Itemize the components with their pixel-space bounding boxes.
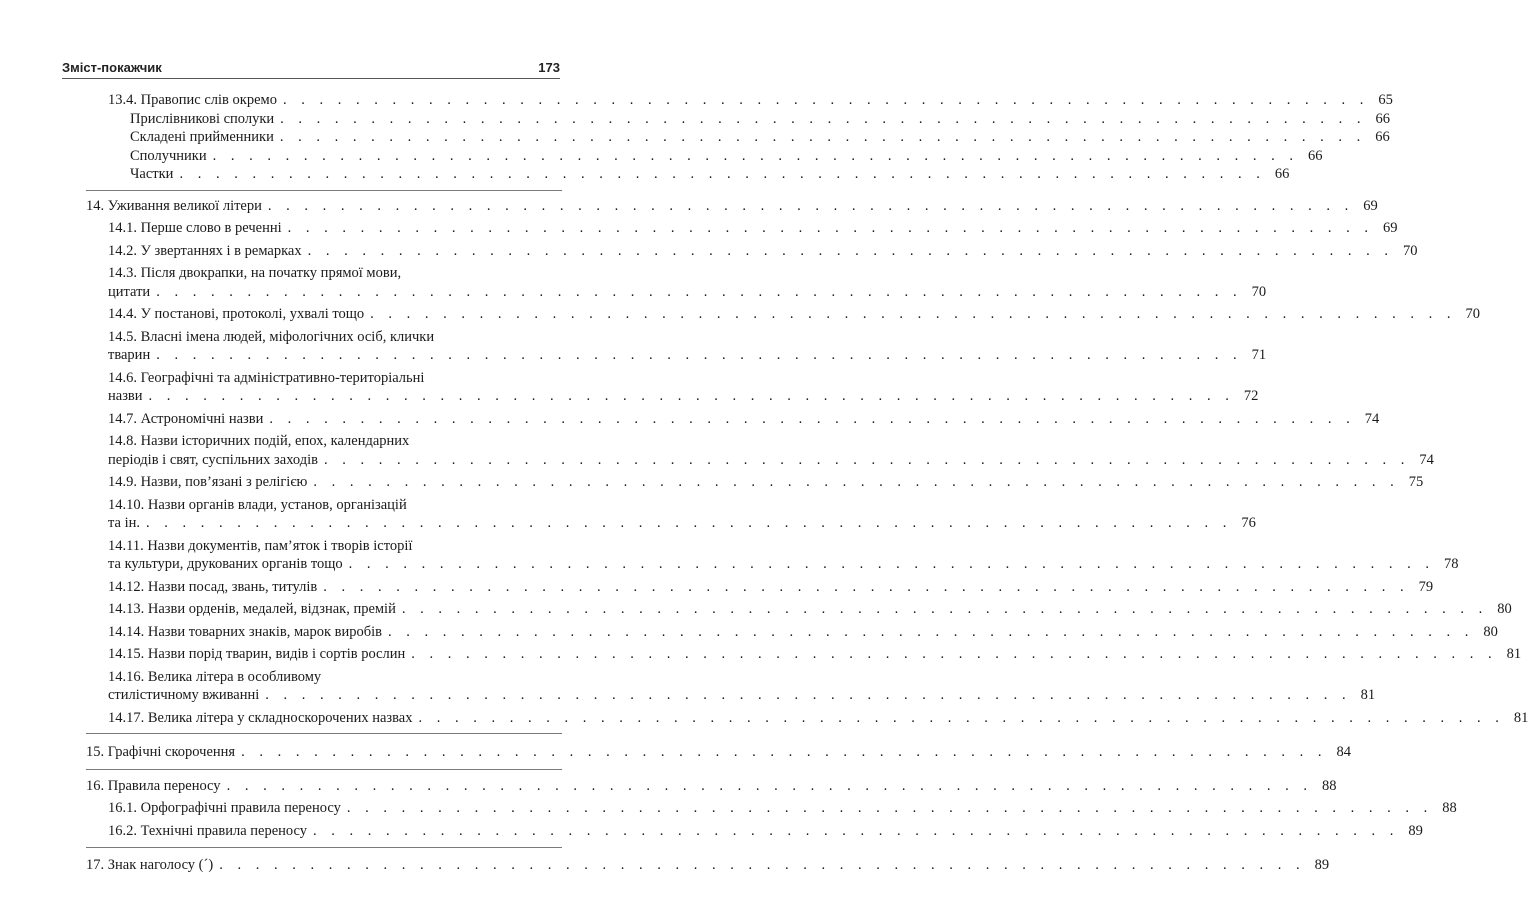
toc-entry-page: 66	[1375, 129, 1390, 145]
toc-entry-page: 66	[1274, 166, 1290, 182]
toc-chapter-entry[interactable]	[86, 743, 1351, 762]
toc-section-14	[86, 191, 1528, 735]
leader-dots: . . . . . . . . . . . . . . . . . . . . . . . . . . . . . . . . . . . . . . . . . . . . . . . . . . . . . . . . . . . .	[411, 646, 1498, 662]
toc-entry-label: 13.4. Правопис слів окремо	[108, 92, 277, 108]
toc-chapter-entry[interactable]	[86, 777, 1337, 796]
leader-dots: . . . . . . . . . . . . . . . . . . . . . . . . . . . . . . . . . . . . . . . . . . . . . . . . . . . . . . . . . . . .	[156, 347, 1243, 363]
toc-entry-label: тварин	[108, 347, 151, 363]
toc-entry[interactable]	[86, 305, 1481, 324]
toc-entry-label-line1: 14.8. Назви історичних подій, епох, календарних	[108, 433, 410, 449]
toc-section-13	[86, 91, 1393, 191]
toc-entry-page: 69	[1363, 197, 1378, 214]
leader-dots: . . . . . . . . . . . . . . . . . . . . . . . . . . . . . . . . . . . . . . . . . . . . . . . . . . . . . . . . . . . .	[279, 129, 1366, 145]
leader-dots: . . . . . . . . . . . . . . . . . . . . . . . . . . . . . . . . . . . . . . . . . . . . . . . . . . . . . . . . . . . .	[307, 242, 1394, 259]
toc-entry-page: 88	[1321, 777, 1337, 794]
toc-entry-label-line1: 14.6. Географічні та адміністративно-територіальні	[108, 369, 425, 386]
toc-entry-page: 70	[1465, 306, 1481, 322]
leader-dots: . . . . . . . . . . . . . . . . . . . . . . . . . . . . . . . . . . . . . . . . . . . . . . . . . . . . . . . . . . . .	[348, 556, 1435, 572]
leader-dots: . . . . . . . . . . . . . . . . . . . . . . . . . . . . . . . . . . . . . . . . . . . . . . . . . . . . . . . . . . . .	[370, 306, 1457, 322]
toc-section-17	[86, 848, 1330, 875]
toc-entry-label: 14.12. Назви посад, звань, титулів	[108, 578, 318, 595]
toc-entry-label: цитати	[108, 283, 151, 300]
leader-dots: . . . . . . . . . . . . . . . . . . . . . . . . . . . . . . . . . . . . . . . . . . . . . . . . . . . . . . . . . . . .	[282, 92, 1369, 108]
toc-entry-label: 14.2. У звертаннях і в ремарках	[108, 242, 302, 259]
toc-section-15	[86, 734, 1351, 770]
leader-dots: . . . . . . . . . . . . . . . . . . . . . . . . . . . . . . . . . . . . . . . . . . . . . . . . . . . . . . . . . . . .	[212, 147, 1299, 164]
leader-dots: . . . . . . . . . . . . . . . . . . . . . . . . . . . . . . . . . . . . . . . . . . . . . . . . . . . . . . . . . . . .	[265, 687, 1352, 703]
toc-entry-label-line1: 14.10. Назви органів влади, установ, організацій	[108, 496, 407, 513]
toc-entry-label: 14.14. Назви товарних знаків, марок виробів	[108, 623, 383, 640]
leader-dots: . . . . . . . . . . . . . . . . . . . . . . . . . . . . . . . . . . . . . . . . . . . . . . . . . . . . . . . . . . . .	[287, 220, 1374, 236]
toc-entry-label: Сполучники	[130, 147, 207, 164]
toc-entry-page: 66	[1375, 110, 1391, 127]
toc-entry-page: 75	[1408, 474, 1424, 490]
toc-entry-page: 74	[1419, 451, 1434, 468]
toc-entry[interactable]	[86, 165, 1290, 184]
toc-entry[interactable]	[86, 91, 1393, 110]
toc-entry[interactable]	[86, 668, 1376, 705]
leader-dots: . . . . . . . . . . . . . . . . . . . . . . . . . . . . . . . . . . . . . . . . . . . . . . . . . . . . . . . . . . . .	[179, 166, 1266, 182]
toc-entry-label: періодів і свят, суспільних заходів	[108, 451, 319, 468]
toc-entry-label: 14.9. Назви, пов’язані з релігією	[108, 474, 308, 490]
toc-entry-label: Прислівникові сполуки	[130, 110, 275, 127]
toc-entry-page: 69	[1383, 220, 1398, 236]
toc-entry-page: 79	[1418, 578, 1434, 595]
toc-entry[interactable]	[86, 110, 1391, 129]
toc-entry-page: 76	[1241, 515, 1256, 531]
toc-entry-label: та культури, друкованих органів тощо	[108, 556, 343, 572]
leader-dots: . . . . . . . . . . . . . . . . . . . . . . . . . . . . . . . . . . . . . . . . . . . . . . . . . . . . . . . . . . . .	[226, 777, 1313, 794]
toc-entry[interactable]	[86, 264, 1267, 301]
leader-dots: . . . . . . . . . . . . . . . . . . . . . . . . . . . . . . . . . . . . . . . . . . . . . . . . . . . . . . . . . . . .	[148, 388, 1235, 404]
running-header	[62, 56, 560, 79]
toc-entry[interactable]	[86, 709, 1528, 728]
leader-dots: . . . . . . . . . . . . . . . . . . . . . . . . . . . . . . . . . . . . . . . . . . . . . . . . . . . . . . . . . . . .	[241, 744, 1327, 760]
toc-entry[interactable]	[86, 369, 1259, 406]
leader-dots: . . . . . . . . . . . . . . . . . . . . . . . . . . . . . . . . . . . . . . . . . . . . . . . . . . . . . . . . . . . .	[346, 800, 1433, 816]
leader-dots: . . . . . . . . . . . . . . . . . . . . . . . . . . . . . . . . . . . . . . . . . . . . . . . . . . . . . . . . . . . .	[313, 474, 1400, 490]
toc-entry[interactable]	[86, 822, 1423, 841]
toc-entry[interactable]	[86, 410, 1380, 429]
toc-entry-page: 80	[1483, 623, 1498, 640]
toc-entry-label: Частки	[130, 166, 174, 182]
leader-dots: . . . . . . . . . . . . . . . . . . . . . . . . . . . . . . . . . . . . . . . . . . . . . . . . . . . . . . . . . . . .	[313, 822, 1399, 839]
toc-entry-label: стилістичному вживанні	[108, 687, 260, 703]
toc-entry-page: 89	[1314, 857, 1330, 873]
leader-dots: . . . . . . . . . . . . . . . . . . . . . . . . . . . . . . . . . . . . . . . . . . . . . . . . . . . . . . . . . . . .	[323, 578, 1410, 595]
running-title: Зміст-покажчик	[62, 60, 162, 75]
table-of-contents	[86, 91, 1528, 875]
toc-entry-label: 14.7. Астрономічні назви	[108, 410, 264, 427]
toc-entry-label: 14. Уживання великої літери	[86, 197, 262, 214]
toc-entry-label: 17. Знак наголосу (´)	[86, 857, 214, 873]
toc-entry[interactable]	[86, 147, 1323, 166]
toc-entry[interactable]	[86, 473, 1424, 492]
leader-dots: . . . . . . . . . . . . . . . . . . . . . . . . . . . . . . . . . . . . . . . . . . . . . . . . . . . . . . . . . . . .	[401, 601, 1488, 617]
toc-entry[interactable]	[86, 242, 1418, 261]
toc-entry-label: назви	[108, 388, 143, 404]
toc-entry-label-line1: 14.16. Велика літера в особливому	[108, 668, 322, 685]
toc-entry-page: 78	[1444, 556, 1459, 572]
toc-entry[interactable]	[86, 623, 1498, 642]
leader-dots: . . . . . . . . . . . . . . . . . . . . . . . . . . . . . . . . . . . . . . . . . . . . . . . . . . . . . . . . . . . .	[388, 623, 1474, 640]
toc-entry-page: 70	[1402, 242, 1418, 259]
toc-entry[interactable]	[86, 328, 1267, 365]
toc-entry[interactable]	[86, 537, 1459, 574]
toc-entry-page: 74	[1364, 410, 1380, 427]
toc-entry-label: 14.13. Назви орденів, медалей, відзнак, премій	[108, 601, 396, 617]
leader-dots: . . . . . . . . . . . . . . . . . . . . . . . . . . . . . . . . . . . . . . . . . . . . . . . . . . . . . . . . . . . .	[156, 283, 1243, 300]
toc-section-16	[86, 770, 1457, 849]
leader-dots: . . . . . . . . . . . . . . . . . . . . . . . . . . . . . . . . . . . . . . . . . . . . . . . . . . . . . . . . . . . .	[280, 110, 1367, 127]
leader-dots: . . . . . . . . . . . . . . . . . . . . . . . . . . . . . . . . . . . . . . . . . . . . . . . . . . . . . . . . . . . .	[269, 410, 1356, 427]
toc-entry[interactable]	[86, 219, 1398, 238]
toc-entry-page: 84	[1336, 744, 1351, 760]
toc-entry[interactable]	[86, 645, 1522, 664]
toc-entry-page: 81	[1360, 687, 1376, 703]
toc-entry[interactable]	[86, 799, 1457, 818]
toc-chapter-entry[interactable]	[86, 856, 1330, 875]
leader-dots: . . . . . . . . . . . . . . . . . . . . . . . . . . . . . . . . . . . . . . . . . . . . . . . . . . . . . . . . . . . .	[219, 857, 1306, 873]
toc-entry-page: 65	[1378, 92, 1393, 108]
toc-entry-label: 14.15. Назви порід тварин, видів і сортів рослин	[108, 646, 406, 662]
page-number: 173	[538, 60, 560, 75]
toc-entry-page: 80	[1497, 601, 1512, 617]
toc-entry[interactable]	[86, 432, 1434, 469]
toc-entry[interactable]	[86, 600, 1512, 619]
toc-entry-label: 16.2. Технічні правила переносу	[108, 822, 308, 839]
toc-entry-label-line1: 14.3. Після двокрапки, на початку прямої мови,	[108, 265, 402, 281]
leader-dots: . . . . . . . . . . . . . . . . . . . . . . . . . . . . . . . . . . . . . . . . . . . . . . . . . . . . . . . . . . . .	[146, 515, 1232, 531]
toc-entry[interactable]	[86, 128, 1390, 147]
toc-entry-label-line1: 14.11. Назви документів, пам’яток і творів історії	[108, 537, 413, 554]
toc-entry-page: 70	[1251, 283, 1267, 300]
toc-entry-page: 81	[1513, 709, 1528, 726]
toc-chapter-entry[interactable]	[86, 197, 1378, 216]
toc-entry-page: 89	[1408, 822, 1423, 839]
toc-entry[interactable]	[86, 496, 1256, 533]
leader-dots: . . . . . . . . . . . . . . . . . . . . . . . . . . . . . . . . . . . . . . . . . . . . . . . . . . . . . . . . . . . .	[324, 451, 1410, 468]
toc-entry-page: 81	[1506, 646, 1522, 662]
toc-entry-label: 14.17. Велика літера у складноскорочених назвах	[108, 709, 413, 726]
toc-entry-label-line1: 14.5. Власні імена людей, міфологічних осіб, клички	[108, 328, 435, 345]
toc-entry-label: 16.1. Орфографічні правила переносу	[108, 800, 341, 816]
toc-entry-label: та ін.	[108, 515, 140, 531]
toc-entry-label: Складені прийменники	[130, 129, 274, 145]
toc-entry-label: 14.4. У постанові, протоколі, ухвалі тощо	[108, 306, 365, 322]
toc-entry-page: 66	[1307, 147, 1323, 164]
toc-entry-page: 72	[1243, 388, 1259, 404]
leader-dots: . . . . . . . . . . . . . . . . . . . . . . . . . . . . . . . . . . . . . . . . . . . . . . . . . . . . . . . . . . . .	[267, 197, 1354, 214]
toc-entry-label: 16. Правила переносу	[86, 777, 221, 794]
toc-entry-page: 88	[1442, 800, 1457, 816]
toc-entry[interactable]	[86, 578, 1434, 597]
toc-entry-page: 71	[1251, 347, 1267, 363]
toc-entry-label: 14.1. Перше слово в реченні	[108, 220, 282, 236]
leader-dots: . . . . . . . . . . . . . . . . . . . . . . . . . . . . . . . . . . . . . . . . . . . . . . . . . . . . . . . . . . . .	[418, 709, 1505, 726]
toc-entry-label: 15. Графічні скорочення	[86, 744, 236, 760]
